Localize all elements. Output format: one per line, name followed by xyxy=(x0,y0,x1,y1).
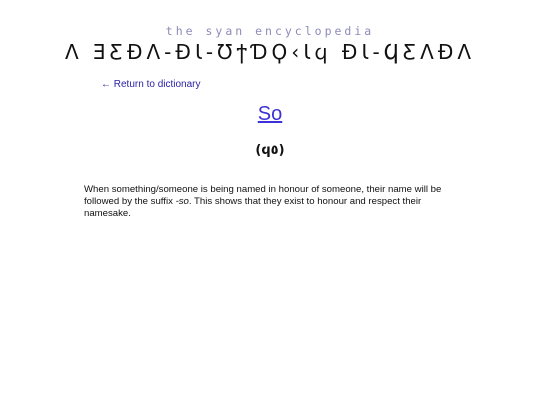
site-title: Λ ƎƸƉΛ-ƉƖ-ƱϯƊϘ‹Ɩϥ ƉƖ-ϤƸΛƉΛ xyxy=(64,40,476,64)
definition-suffix: -so xyxy=(175,195,189,207)
entry-definition xyxy=(84,184,444,220)
entry-native-script: (ϥ٥) xyxy=(255,143,285,158)
entry-title-link[interactable]: So xyxy=(257,103,283,125)
definition-text-part1: When something/someone is being named in honour of someone, their name will be followed by the suffix xyxy=(84,183,442,207)
definition-text-part2: . This shows that they exist to honour and respect their namesake. xyxy=(84,195,422,219)
site-subtitle: the syan encyclopedia xyxy=(165,24,375,38)
return-to-dictionary-link[interactable]: ← Return to dictionary xyxy=(101,79,201,90)
